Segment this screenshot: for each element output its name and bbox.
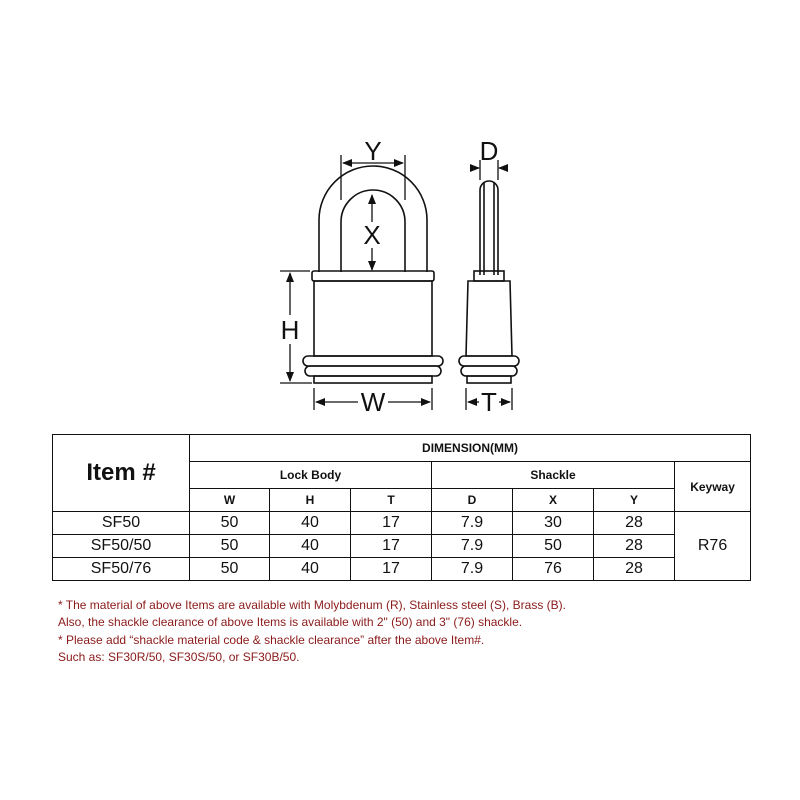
bumper-ring-top (303, 356, 443, 366)
note-line: Also, the shackle clearance of above Items is available with 2" (50) and 3" (76) shackle. (58, 615, 523, 629)
bumper-ring-middle (305, 366, 441, 376)
table-row (53, 535, 751, 558)
note-line: * Please add “shackle material code & shackle clearance” after the above Item#. (58, 633, 485, 647)
lock-body-side (466, 281, 512, 356)
side-ring-middle (461, 366, 517, 376)
lock-body-side-top (474, 271, 504, 281)
value-cell: 50 (513, 535, 594, 558)
dimension-label-w: W (360, 387, 386, 417)
dimension-label-h: H (280, 315, 300, 345)
value-cell: 7.9 (432, 535, 513, 558)
ordering-note (58, 632, 748, 666)
shackle-outline (319, 166, 427, 272)
value-cell: 50 (190, 512, 270, 535)
value-cell: 40 (270, 512, 351, 535)
item-cell: SF50/50 (53, 535, 190, 558)
value-cell: 28 (594, 512, 675, 535)
value-cell: 7.9 (432, 512, 513, 535)
dimension-table (52, 434, 751, 581)
lock-body-header: Lock Body (190, 462, 432, 489)
column-header-w: W (190, 489, 270, 512)
lock-body-top (312, 271, 434, 281)
value-cell: 30 (513, 512, 594, 535)
dimension-label-x: X (363, 220, 381, 250)
value-cell: 50 (190, 535, 270, 558)
lock-body (314, 281, 432, 356)
item-cell: SF50/76 (53, 558, 190, 581)
dimension-label-t: T (481, 387, 497, 417)
value-cell: 40 (270, 558, 351, 581)
value-cell: 76 (513, 558, 594, 581)
column-header-t: T (351, 489, 432, 512)
value-cell: 40 (270, 535, 351, 558)
item-cell: SF50 (53, 512, 190, 535)
column-header-x: X (513, 489, 594, 512)
column-header-d: D (432, 489, 513, 512)
column-header-y: Y (594, 489, 675, 512)
value-cell: 17 (351, 558, 432, 581)
side-ring-top (459, 356, 519, 366)
padlock-front-view (303, 166, 443, 383)
shackle-side (480, 181, 498, 275)
item-header: Item # (53, 435, 190, 512)
table-row (53, 558, 751, 581)
value-cell: 17 (351, 535, 432, 558)
value-cell: 50 (190, 558, 270, 581)
value-cell: 28 (594, 558, 675, 581)
value-cell: 17 (351, 512, 432, 535)
column-header-h: H (270, 489, 351, 512)
padlock-side-view (459, 181, 519, 383)
bumper-ring-bottom (314, 376, 432, 383)
note-line: * The material of above Items are available with Molybdenum (R), Stainless steel (S), Brass (B). (58, 598, 566, 612)
keyway-value: R76 (675, 512, 751, 581)
dimension-label-y: Y (364, 136, 382, 166)
dimension-label-d: D (479, 136, 499, 166)
material-note (58, 597, 748, 631)
value-cell: 7.9 (432, 558, 513, 581)
keyway-header: Keyway (675, 462, 751, 512)
value-cell: 28 (594, 535, 675, 558)
note-line: Such as: SF30R/50, SF30S/50, or SF30B/50. (58, 650, 300, 664)
shackle-header: Shackle (432, 462, 675, 489)
dimension-header: DIMENSION(MM) (190, 435, 751, 462)
table-row (53, 512, 751, 535)
side-ring-bottom (467, 376, 511, 383)
